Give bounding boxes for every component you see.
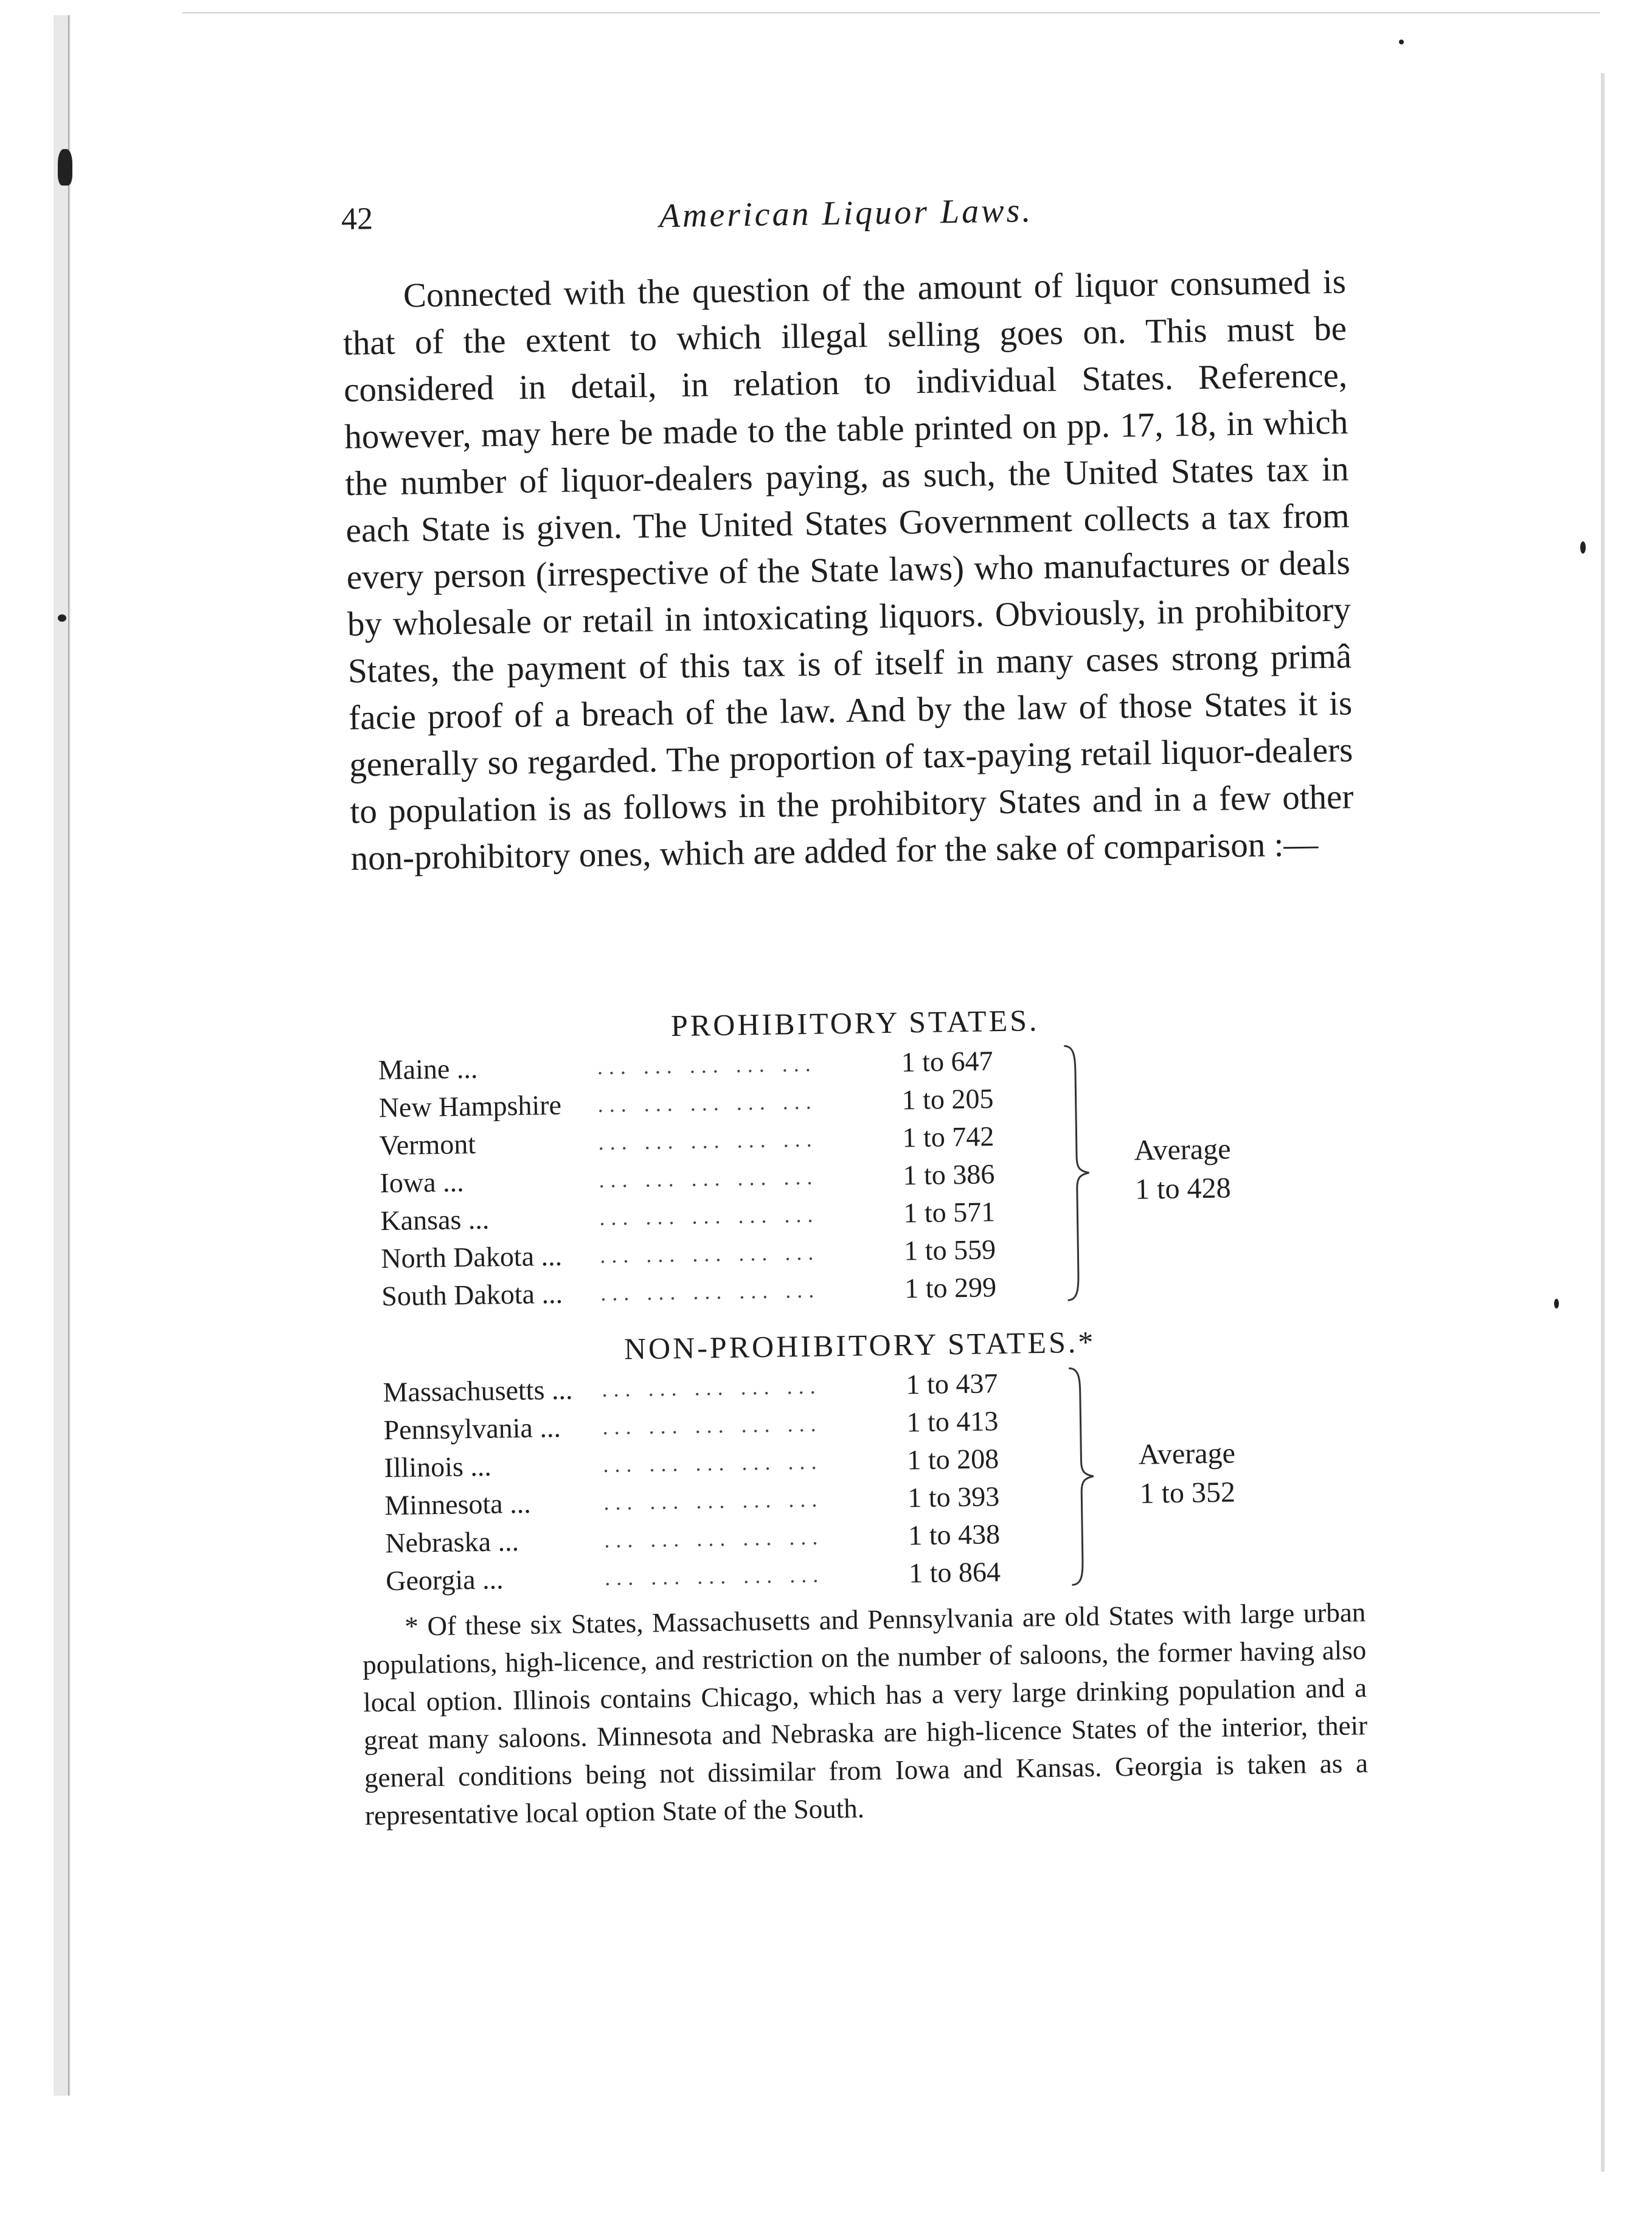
average-value: 1 to 352 <box>1139 1476 1236 1510</box>
body-paragraph: Connected with the question of the amount of liquor consumed is that of the extent to which illegal selling goes on. This must be considered in detail, in relation to individual States. Reference, however, may here be made to the table printed on pp. 17, 18, in which the number of liquor-dealers paying, as such, the United States tax in each State is given. The United States Government collects a tax from every person (irrespective of the State laws) who manufactures or deals by wholesale or retail in intoxicating liquors. Obviously, in prohibitory States, the payment of this tax is of itself in many cases strong primâ facie proof of a breach of the law. And by the law of those States it is generally so regarded. The proportion of tax-paying retail liquor-dealers to population is as follows in the prohibitory States and in a few other non-prohibitory ones, which are added for the sake of comparison :— <box>342 262 1354 878</box>
scan-speck <box>1580 541 1586 554</box>
leader-dots: ... ... ... ... ... <box>602 1374 822 1402</box>
state-name: Maine ... <box>378 1052 478 1086</box>
prohibitory-section <box>353 994 1357 1312</box>
page-binding-edge <box>68 15 69 2096</box>
running-head: American Liquor Laws. <box>659 192 1033 235</box>
footnote <box>362 1593 1369 1834</box>
average-label: Average <box>1134 1133 1231 1167</box>
leader-dots: ... ... ... ... ... <box>603 1487 824 1515</box>
state-name: Minnesota ... <box>384 1487 531 1521</box>
page-top-edge <box>182 12 1600 13</box>
page-number: 42 <box>341 201 373 237</box>
state-ratio: 1 to 437 <box>906 1367 998 1400</box>
footnote-text: * Of these six States, Massachusetts and Pennsylvania are old States with large urban populations, high-licence, and restriction on the number of saloons, the former having also local option. Illinois contains Chicago, which has a very large drinking population and a great many saloons. Minnesota and Nebraska are high-licence States of the interior, their general conditions being not dissimilar from Iowa and Kansas. Georgia is taken as a representative local option State of the South. <box>362 1597 1369 1831</box>
scan-speck <box>58 614 66 622</box>
leader-dots: ... ... ... ... ... <box>599 1202 819 1230</box>
state-name: Massachusetts ... <box>383 1374 573 1408</box>
leader-dots: ... ... ... ... ... <box>599 1164 819 1192</box>
state-ratio: 1 to 571 <box>903 1196 996 1229</box>
prohibitory-title: PROHIBITORY STATES. <box>670 1003 1039 1043</box>
scan-speck <box>58 149 72 186</box>
right-brace-icon <box>1064 1363 1104 1590</box>
non-prohibitory-title: NON-PROHIBITORY STATES.* <box>623 1324 1096 1366</box>
non-prohibitory-average <box>1114 1434 1261 1514</box>
body-text <box>342 258 1355 881</box>
state-ratio: 1 to 393 <box>907 1481 1000 1513</box>
leader-dots: ... ... ... ... ... <box>602 1411 822 1439</box>
average-label: Average <box>1138 1437 1236 1471</box>
leader-dots: ... ... ... ... ... <box>600 1277 821 1305</box>
state-name: North Dakota ... <box>381 1240 563 1274</box>
state-name: Nebraska ... <box>384 1525 519 1559</box>
leader-dots: ... ... ... ... ... <box>598 1127 818 1155</box>
state-ratio: 1 to 386 <box>903 1158 995 1191</box>
state-name: New Hampshire <box>378 1089 562 1124</box>
state-name: Kansas ... <box>380 1203 490 1237</box>
page-right-edge <box>1601 73 1605 2172</box>
leader-dots: ... ... ... ... ... <box>604 1524 824 1552</box>
state-name: Illinois ... <box>384 1450 492 1484</box>
state-ratio: 1 to 864 <box>908 1556 1001 1589</box>
state-name: South Dakota ... <box>381 1277 563 1312</box>
state-ratio: 1 to 205 <box>901 1083 994 1116</box>
prohibitory-average <box>1109 1130 1256 1210</box>
state-ratio: 1 to 299 <box>904 1271 997 1304</box>
state-name: Vermont <box>379 1128 476 1161</box>
prohibitory-table <box>378 1041 1231 1315</box>
scan-speck <box>1554 1299 1559 1308</box>
state-name: Georgia ... <box>385 1563 504 1597</box>
state-ratio: 1 to 413 <box>906 1405 999 1438</box>
state-name: Iowa ... <box>380 1166 464 1199</box>
state-ratio: 1 to 647 <box>901 1045 993 1078</box>
state-name: Pennsylvania ... <box>383 1411 561 1446</box>
average-value: 1 to 428 <box>1134 1172 1231 1206</box>
leader-dots: ... ... ... ... ... <box>603 1449 823 1477</box>
non-prohibitory-section <box>358 1316 1362 1597</box>
non-prohibitory-table <box>383 1363 1236 1600</box>
leader-dots: ... ... ... ... ... <box>597 1089 817 1117</box>
state-ratio: 1 to 559 <box>903 1234 996 1267</box>
right-brace-icon <box>1059 1041 1099 1305</box>
page-header <box>341 179 1351 249</box>
book-page <box>298 161 1383 1940</box>
state-ratio: 1 to 208 <box>907 1443 999 1476</box>
state-ratio: 1 to 438 <box>908 1518 1001 1551</box>
leader-dots: ... ... ... ... ... <box>597 1051 817 1079</box>
state-ratio: 1 to 742 <box>902 1121 994 1153</box>
scan-speck <box>1399 40 1404 44</box>
leader-dots: ... ... ... ... ... <box>600 1240 820 1268</box>
leader-dots: ... ... ... ... ... <box>604 1562 825 1590</box>
